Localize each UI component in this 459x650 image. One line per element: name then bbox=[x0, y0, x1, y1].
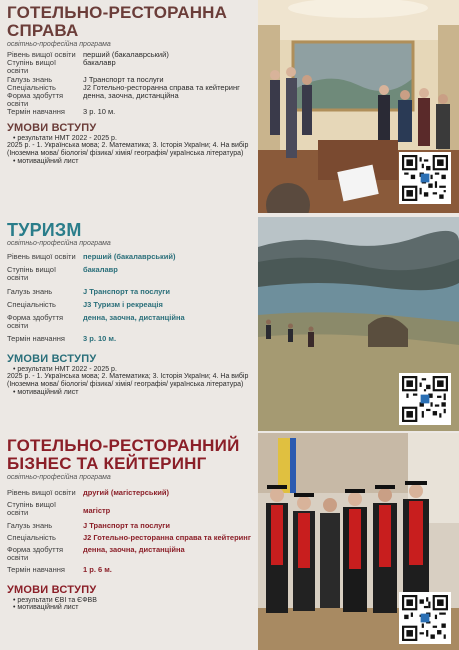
program-title-line: БІЗНЕС ТА КЕЙТЕРИНГ bbox=[7, 454, 207, 473]
info-key: Ступінь вищої освіти bbox=[7, 58, 57, 76]
admission-requirements bbox=[7, 366, 258, 397]
qr-code-icon bbox=[402, 376, 448, 422]
info-value: J2 Готельно-ресторанна справа та кейтеринг bbox=[83, 82, 240, 92]
info-value: J Транспорт та послуги bbox=[83, 286, 171, 296]
info-row bbox=[7, 92, 240, 108]
requirement-item: • мотиваційний лист bbox=[7, 389, 258, 397]
info-key: Ступінь вищої освіти bbox=[7, 265, 57, 283]
info-value: денна, заочна, дистанційна bbox=[83, 545, 185, 555]
requirement-item: • результати НМТ 2022 - 2025 р. bbox=[7, 366, 258, 374]
info-value: 3 р. 10 м. bbox=[83, 334, 117, 344]
qr-code[interactable] bbox=[399, 152, 451, 204]
info-row bbox=[7, 566, 251, 574]
info-row bbox=[7, 546, 251, 566]
requirement-item: 2025 р. - 1. Українська мова; 2. Математика; 3. Історія України; 4. На вибір (Іноземна мова/ біологія/ фізика/ хімія/ географія/ українська література) bbox=[7, 142, 249, 158]
info-row bbox=[7, 288, 185, 301]
admission-requirements bbox=[7, 135, 258, 166]
admission-conditions-title: УМОВИ ВСТУПУ bbox=[7, 352, 97, 365]
info-value: J Транспорт та послуги bbox=[83, 74, 164, 84]
info-row bbox=[7, 522, 251, 534]
info-value: перший (бакалаврський) bbox=[83, 252, 176, 261]
info-value: 1 р. 6 м. bbox=[83, 565, 112, 575]
program-title-line: СПРАВА bbox=[7, 21, 79, 40]
qr-code-icon bbox=[402, 595, 448, 641]
requirement-item: • мотиваційний лист bbox=[7, 158, 258, 166]
info-row bbox=[7, 59, 240, 75]
qr-code[interactable] bbox=[399, 373, 451, 425]
info-key: Спеціальність bbox=[7, 299, 56, 309]
requirement-item: 2025 р. - 1. Українська мова; 2. Математика; 3. Історія України; 4. На вибір (Іноземна мова/ біологія/ фізика/ хімія/ географія/ українська література) bbox=[7, 373, 249, 389]
info-key: Форма здобуття освіти bbox=[7, 313, 64, 331]
program-info-table bbox=[7, 489, 251, 575]
requirement-item: • результати ЄВІ та ЄФВВ bbox=[7, 597, 258, 605]
qr-code[interactable] bbox=[399, 592, 451, 644]
info-key: Спеціальність bbox=[7, 82, 56, 92]
program-title bbox=[7, 4, 258, 40]
info-value: перший (бакалаврський) bbox=[83, 50, 169, 59]
info-key: Рівень вищої освіти bbox=[7, 488, 76, 497]
program-hotel-business bbox=[0, 437, 258, 612]
info-key: Галузь знань bbox=[7, 520, 53, 530]
info-value: денна, заочна, дистанційна bbox=[83, 313, 185, 323]
info-value: J2 Готельно-ресторанна справа та кейтеринг bbox=[83, 532, 251, 542]
admission-requirements bbox=[7, 597, 258, 613]
info-key: Галузь знань bbox=[7, 286, 53, 296]
info-key: Рівень вищої освіти bbox=[7, 252, 76, 261]
program-info-table bbox=[7, 253, 185, 344]
program-subtitle: освітньо-професійна програма bbox=[7, 41, 111, 48]
program-info-table bbox=[7, 51, 240, 117]
info-row bbox=[7, 266, 185, 287]
info-value: J3 Туризм і рекреація bbox=[83, 299, 163, 309]
program-title bbox=[7, 437, 258, 473]
info-row bbox=[7, 335, 185, 343]
info-key: Ступінь вищої освіти bbox=[7, 500, 57, 518]
info-key: Форма здобуття освіти bbox=[7, 91, 64, 109]
program-title bbox=[7, 221, 258, 239]
info-key: Спеціальність bbox=[7, 532, 56, 542]
program-title-line: ТУРИЗМ bbox=[7, 220, 82, 240]
qr-code-icon bbox=[402, 155, 448, 201]
requirement-item: • мотиваційний лист bbox=[7, 604, 258, 612]
info-row bbox=[7, 108, 240, 116]
program-subtitle: освітньо-професійна програма bbox=[7, 474, 111, 481]
admission-conditions-title: УМОВИ ВСТУПУ bbox=[7, 583, 97, 596]
admission-conditions-title: УМОВИ ВСТУПУ bbox=[7, 121, 97, 134]
info-value: бакалавр bbox=[83, 265, 118, 275]
info-value: денна, заочна, дистанційна bbox=[83, 91, 179, 101]
info-key: Рівень вищої освіти bbox=[7, 50, 76, 59]
program-hotel-restaurant bbox=[0, 4, 258, 166]
info-row bbox=[7, 314, 185, 335]
program-title-line: ГОТЕЛЬНО-РЕСТОРАННА bbox=[7, 3, 228, 22]
program-subtitle: освітньо-професійна програма bbox=[7, 240, 111, 247]
info-row bbox=[7, 501, 251, 521]
info-key: Термін навчання bbox=[7, 565, 65, 575]
program-title-line: ГОТЕЛЬНО-РЕСТОРАННИЙ bbox=[7, 436, 240, 455]
info-key: Галузь знань bbox=[7, 74, 53, 84]
info-value: бакалавр bbox=[83, 58, 116, 68]
info-value: J Транспорт та послуги bbox=[83, 520, 171, 530]
requirement-item: • результати НМТ 2022 - 2025 р. bbox=[7, 135, 258, 143]
info-value: другий (магістерський) bbox=[83, 488, 170, 497]
program-tourism bbox=[0, 221, 258, 397]
info-value: магістр bbox=[83, 506, 111, 516]
info-key: Термін навчання bbox=[7, 334, 65, 344]
info-key: Термін навчання bbox=[7, 107, 65, 117]
info-value: 3 р. 10 м. bbox=[83, 107, 116, 117]
info-key: Форма здобуття освіти bbox=[7, 545, 64, 563]
